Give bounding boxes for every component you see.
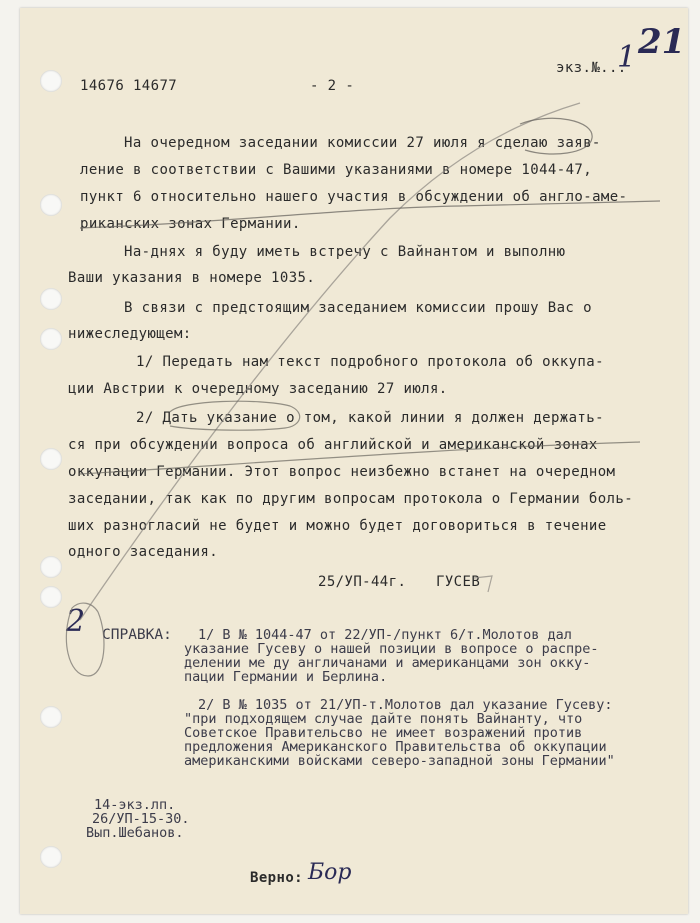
punch-hole bbox=[40, 706, 62, 728]
reference-line: предложения Американского Правительства об оккупации bbox=[184, 739, 607, 755]
body-line: одного заседания. bbox=[68, 544, 219, 560]
body-line: заседании, так как по другим вопросам протокола о Германии боль- bbox=[68, 491, 634, 507]
verno-label: Верно: bbox=[250, 870, 303, 886]
handwritten-copy-number: 1 bbox=[617, 40, 637, 75]
verno-signature: Бор bbox=[308, 860, 352, 885]
punch-hole bbox=[40, 586, 62, 608]
body-line: ции Австрии к очередному заседанию 27 июля. bbox=[68, 381, 448, 397]
body-line: ших разногласий не будет и можно будет договориться в течение bbox=[68, 518, 607, 534]
body-line: 1/ Передать нам текст подробного протокола об оккупа- bbox=[136, 354, 604, 370]
copy-label: экз.№... bbox=[556, 60, 627, 76]
body-line: нижеследующем: bbox=[68, 326, 192, 342]
signature-name: ГУСЕВ bbox=[436, 574, 481, 590]
reference-line: 1/ В № 1044-47 от 22/УП-/пункт 6/т.Молотов дал bbox=[198, 627, 572, 643]
body-line: В связи с предстоящим заседанием комиссии прошу Вас о bbox=[124, 300, 592, 316]
body-line: ся при обсуждении вопроса об английской и американской зонах bbox=[68, 437, 598, 453]
reference-line: Советское Правительсво не имеет возражений против bbox=[184, 725, 583, 741]
body-line: Ваши указания в номере 1035. bbox=[68, 270, 316, 286]
reference-line: американскими войсками северо-западной зоны Германии" bbox=[184, 753, 615, 769]
document-number: 14676 14677 bbox=[80, 78, 178, 94]
punch-hole bbox=[40, 846, 62, 868]
footer-line: 14-экз.лп. bbox=[94, 797, 176, 813]
footer-line: 26/УП-15-30. bbox=[92, 811, 190, 827]
reference-line: 2/ В № 1035 от 21/УП-т.Молотов дал указание Гусеву: bbox=[198, 697, 613, 713]
handwritten-item-number: 2 bbox=[66, 604, 86, 639]
punch-hole bbox=[40, 194, 62, 216]
body-line: пункт 6 относительно нашего участия в обсуждении об англо-аме- bbox=[80, 189, 628, 205]
body-line: На очередном заседании комиссии 27 июля я сделаю заяв- bbox=[124, 135, 601, 151]
signature-date: 25/УП-44г. bbox=[318, 574, 407, 590]
reference-label: СПРАВКА: bbox=[102, 627, 172, 643]
punch-hole bbox=[40, 328, 62, 350]
punch-hole bbox=[40, 448, 62, 470]
reference-line: делении ме ду англичанами и американцами зон окку- bbox=[184, 655, 591, 671]
body-line: 2/ Дать указание о том, какой линии я должен держать- bbox=[136, 410, 604, 426]
document-page bbox=[20, 8, 688, 914]
punch-hole bbox=[40, 556, 62, 578]
punch-hole bbox=[40, 288, 62, 310]
body-line: На-днях я буду иметь встречу с Вайнантом и выполню bbox=[124, 244, 566, 260]
handwritten-sheet-number: 21 bbox=[638, 22, 686, 62]
footer-line: Вып.Шебанов. bbox=[86, 825, 184, 841]
reference-line: пации Германии и Берлина. bbox=[184, 669, 388, 685]
body-line: оккупации Германии. Этот вопрос неизбежно встанет на очередном bbox=[68, 464, 616, 480]
reference-line: указание Гусеву о нашей позиции в вопросе о распре- bbox=[184, 641, 599, 657]
body-line: ление в соответствии с Вашими указаниями в номере 1044-47, bbox=[80, 162, 593, 178]
punch-hole bbox=[40, 70, 62, 92]
reference-line: "при подходящем случае дайте понять Вайнанту, что bbox=[184, 711, 583, 727]
body-line: риканских зонах Германии. bbox=[80, 216, 301, 232]
page-number: - 2 - bbox=[310, 78, 355, 94]
